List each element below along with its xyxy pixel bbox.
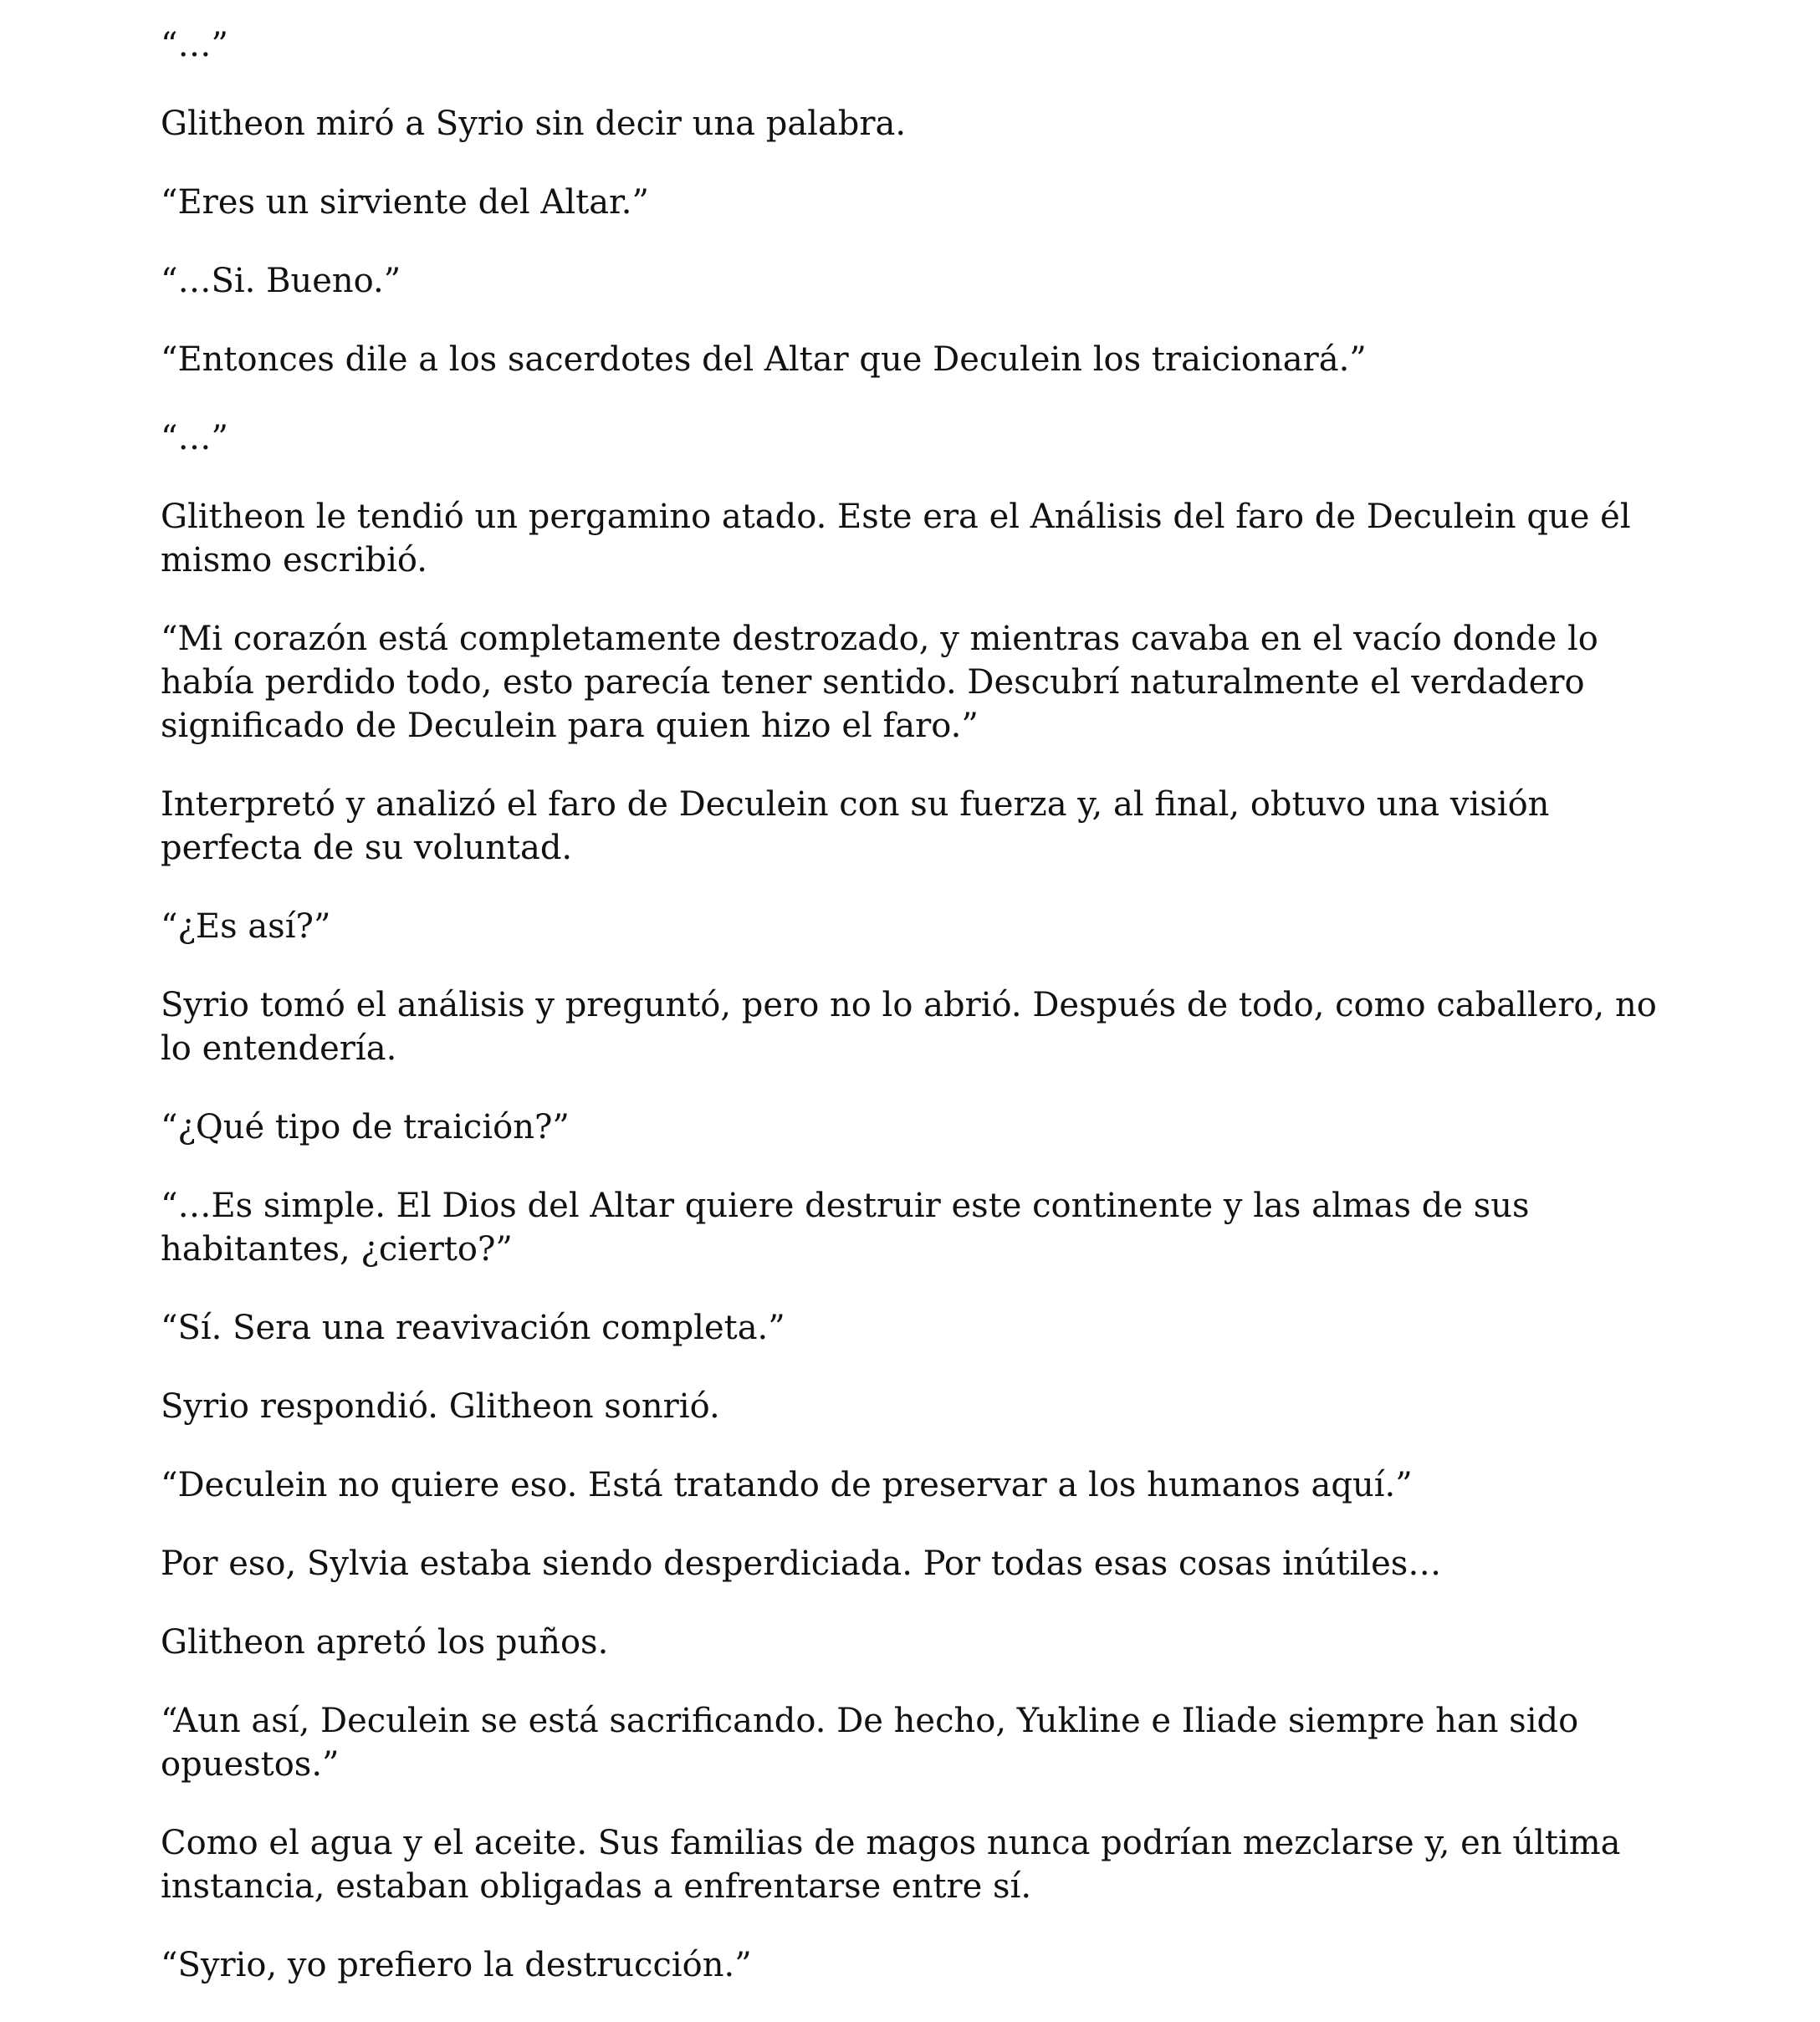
paragraph: Interpretó y analizó el faro de Deculein con su fuerza y, al final, obtuvo una visión perfecta de su voluntad. — [161, 785, 1550, 867]
paragraph: “…” — [161, 419, 228, 457]
paragraph: Syrio tomó el análisis y preguntó, pero no lo abrió. Después de todo, como caballero, no lo entendería. — [161, 986, 1657, 1068]
paragraph: “¿Qué tipo de traición?” — [161, 1108, 570, 1146]
paragraph: Syrio respondió. Glitheon sonrió. — [161, 1387, 720, 1426]
paragraph: “Eres un sirviente del Altar.” — [161, 183, 649, 222]
paragraph: “Entonces dile a los sacerdotes del Altar que Deculein los traicionará.” — [161, 340, 1367, 379]
document-body — [161, 23, 1683, 2022]
paragraph: “Aun así, Deculein se está sacrificando. De hecho, Yukline e Iliade siempre han sido opuestos.” — [161, 1702, 1579, 1784]
paragraph: “Sí. Sera una reavivación completa.” — [161, 1309, 785, 1347]
paragraph: “Syrio, yo prefiero la destrucción.” — [161, 1946, 752, 1984]
paragraph: “¿Es así?” — [161, 907, 331, 946]
paragraph: Por eso, Sylvia estaba siendo desperdiciada. Por todas esas cosas inútiles… — [161, 1545, 1442, 1583]
paragraph: Glitheon apretó los puños. — [161, 1623, 609, 1662]
paragraph: “Mi corazón está completamente destrozado, y mientras cavaba en el vacío donde lo había perdido todo, esto parecía tener sentido. Descubrí naturalmente el verdadero significado de Deculein para quien hizo el faro.” — [161, 620, 1598, 745]
paragraph: “…Es simple. El Dios del Altar quiere destruir este continente y las almas de sus habitantes, ¿cierto?” — [161, 1187, 1530, 1269]
paragraph: “…” — [161, 26, 228, 64]
paragraph: “…Si. Bueno.” — [161, 262, 401, 300]
paragraph: Glitheon le tendió un pergamino atado. Este era el Análisis del faro de Deculein que él mismo escribió. — [161, 498, 1631, 580]
paragraph: Como el agua y el aceite. Sus familias de magos nunca podrían mezclarse y, en última instancia, estaban obligadas a enfrentarse entre sí. — [161, 1824, 1621, 1906]
paragraph: Glitheon miró a Syrio sin decir una palabra. — [161, 105, 907, 143]
paragraph: “Deculein no quiere eso. Está tratando de preservar a los humanos aquí.” — [161, 1466, 1413, 1504]
